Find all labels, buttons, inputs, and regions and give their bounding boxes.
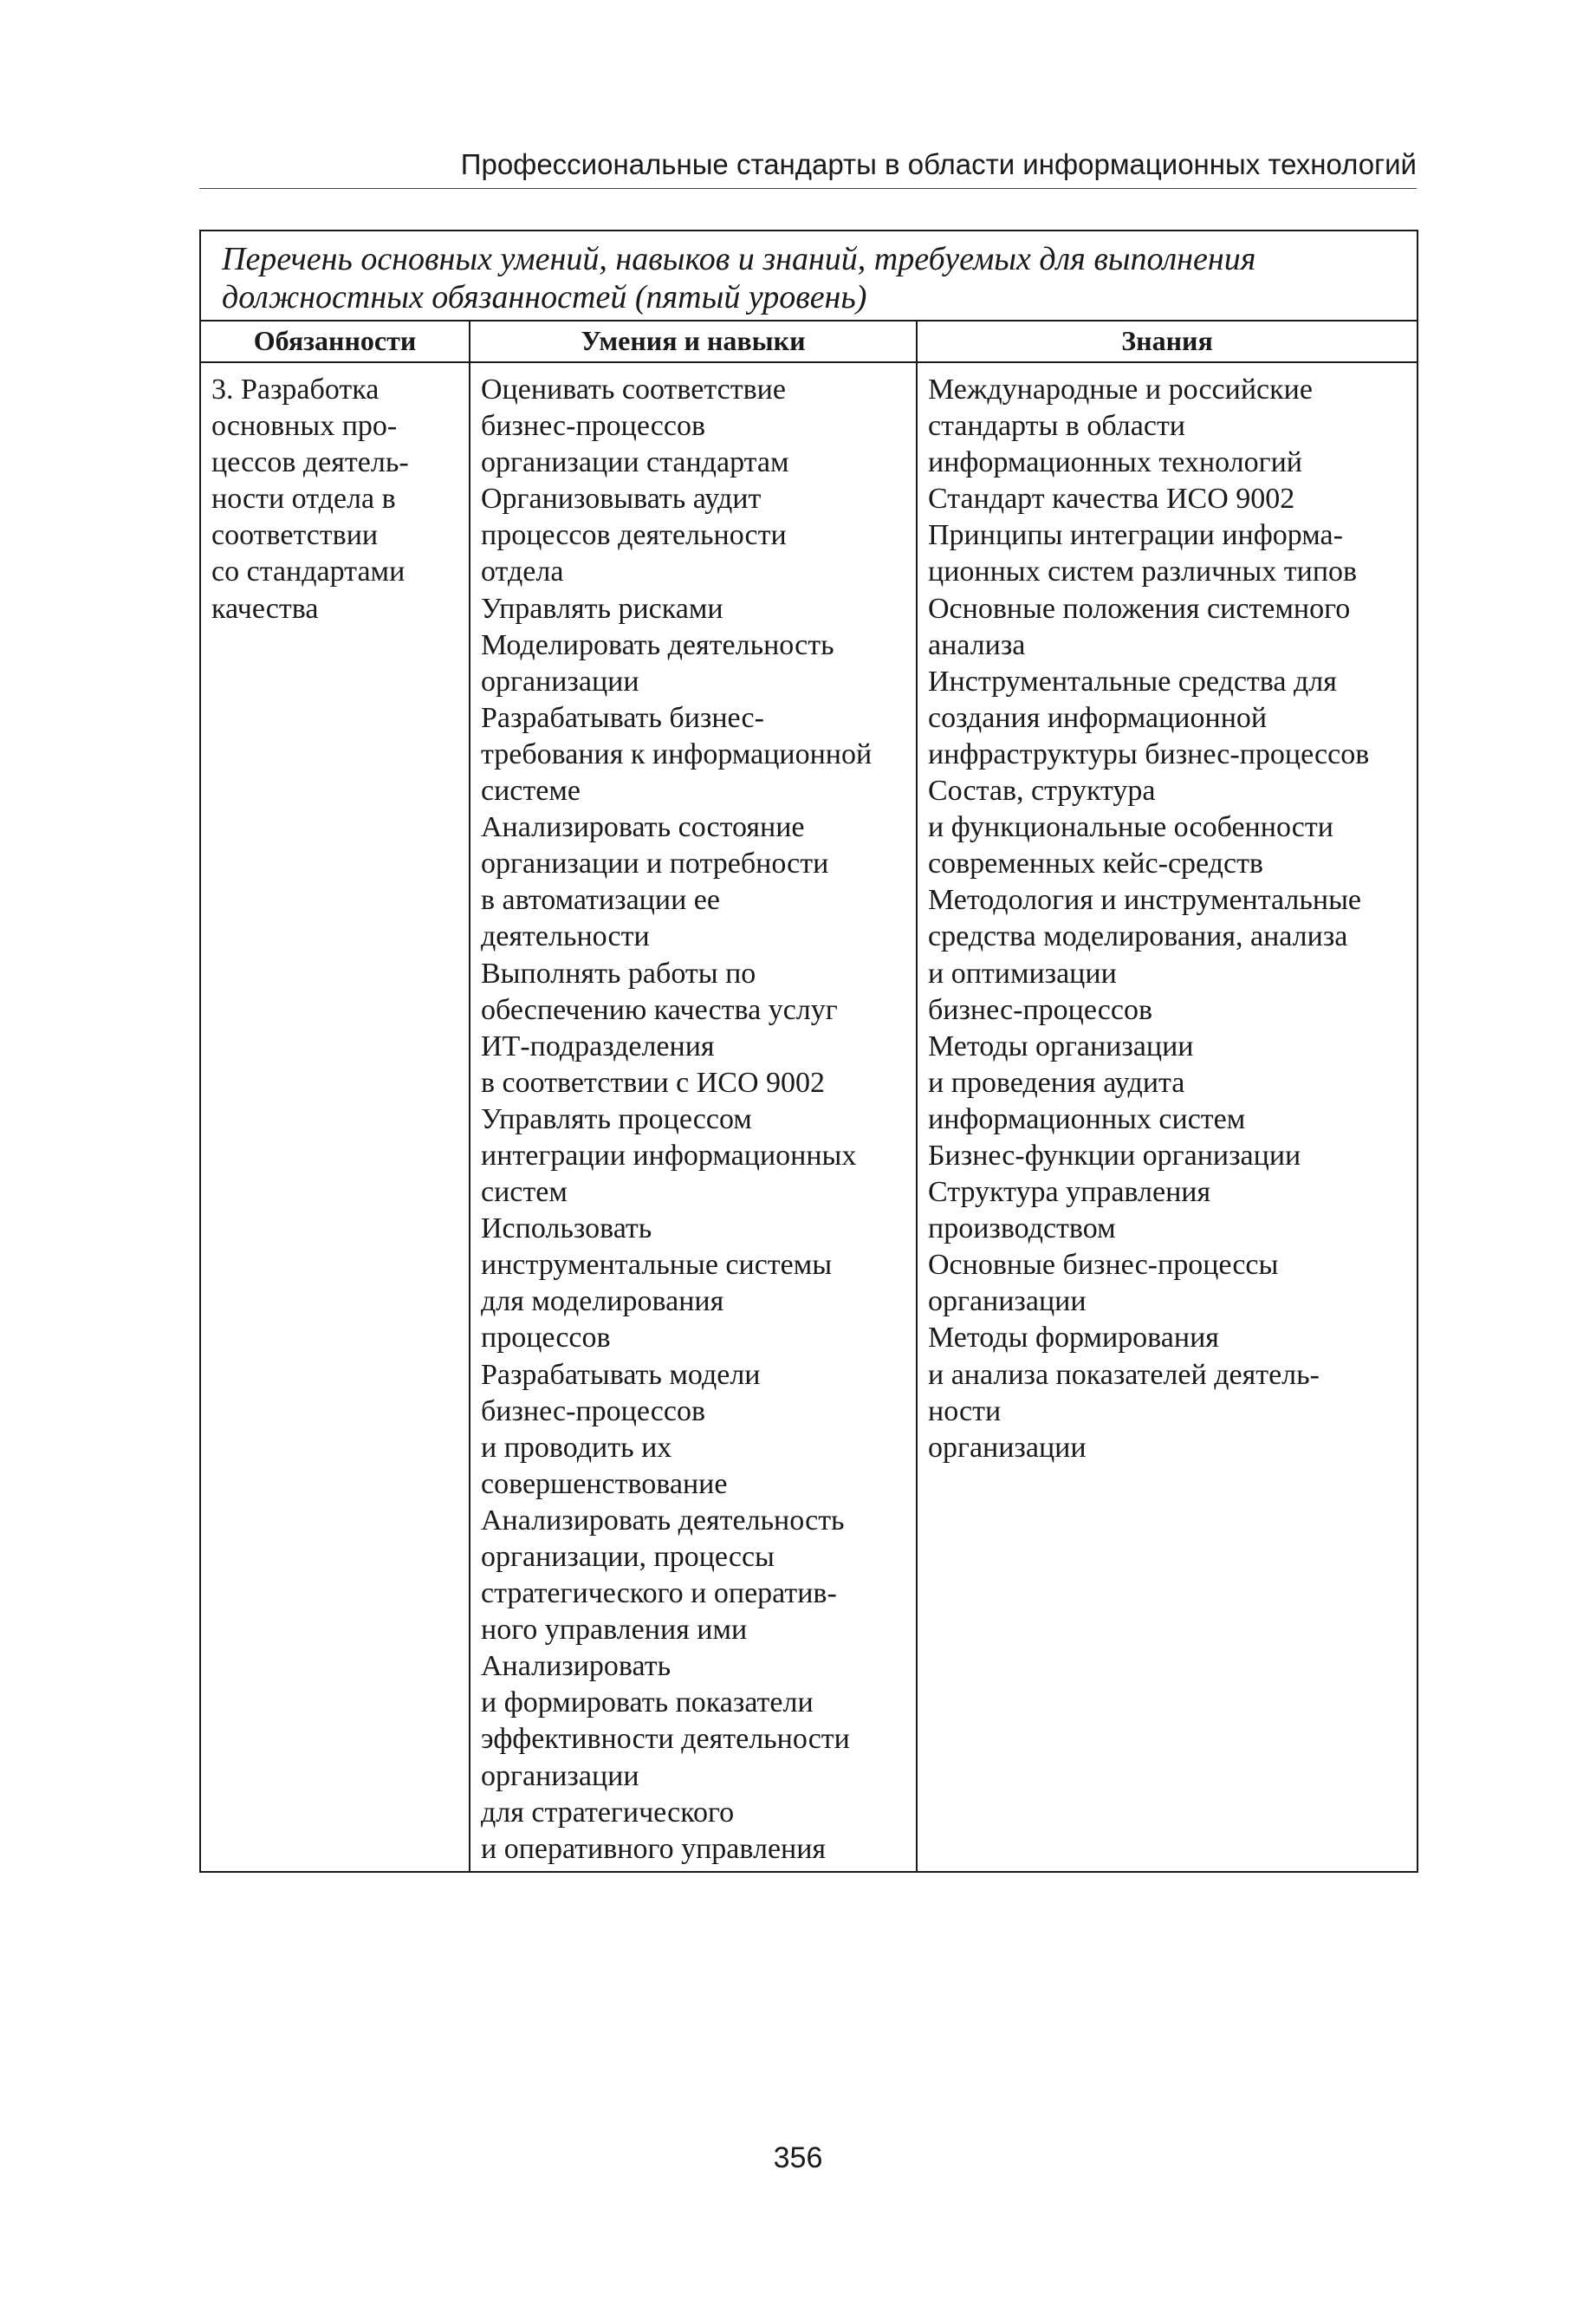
duties-cell	[200, 362, 470, 1872]
page-number: 356	[773, 2141, 823, 2174]
knowledge-line: Инструментальные средства для	[928, 665, 1337, 698]
knowledge-line: создания информационной	[928, 701, 1268, 734]
knowledge-line: средства моделирования, анализа	[928, 920, 1348, 953]
skills-cell	[470, 362, 917, 1872]
skills-line: интеграции информационных	[481, 1139, 857, 1172]
skills-line: отдела	[481, 556, 564, 588]
skills-line: Разрабатывать бизнес-	[481, 701, 764, 734]
knowledge-line: стандарты в области	[928, 410, 1186, 443]
skills-line: и формировать показатели	[481, 1686, 814, 1719]
duties-line: 3. Разработка	[211, 374, 380, 406]
knowledge-line: Методология и инструментальные	[928, 884, 1362, 917]
knowledge-line: Международные и российские	[928, 374, 1313, 406]
skills-line: бизнес-процессов	[481, 410, 706, 443]
knowledge-cell	[917, 362, 1418, 1872]
skills-line: Оценивать соответствие	[481, 374, 786, 406]
knowledge-line: Принципы интеграции информа-	[928, 519, 1343, 552]
table-caption	[200, 231, 1418, 321]
skills-line: совершенствование	[481, 1467, 728, 1500]
knowledge-line: анализа	[928, 628, 1026, 661]
skills-line: Организовывать аудит	[481, 483, 762, 516]
knowledge-line: ности	[928, 1394, 1002, 1427]
skills-line: Управлять процессом	[481, 1102, 752, 1135]
skills-line: организации и потребности	[481, 848, 829, 880]
knowledge-line: информационных технологий	[928, 446, 1302, 479]
skills-line: организации	[481, 665, 639, 698]
skills-line: ИТ-подразделения	[481, 1030, 715, 1062]
skills-line: Анализировать состояние	[481, 811, 805, 844]
header-rule	[199, 188, 1417, 189]
knowledge-line: Бизнес-функции организации	[928, 1139, 1301, 1172]
skills-line: деятельности	[481, 920, 650, 953]
running-header: Профессиональные стандарты в области информационных технологий	[460, 148, 1417, 180]
knowledge-line: и анализа показателей деятель-	[928, 1358, 1320, 1391]
skills-line: стратегического и оператив-	[481, 1577, 837, 1610]
skills-line: Анализировать деятельность	[481, 1504, 845, 1537]
knowledge-line: и проведения аудита	[928, 1066, 1185, 1099]
skills-line: обеспечению качества услуг	[481, 993, 838, 1026]
duties-line: основных про-	[211, 410, 398, 443]
knowledge-line: Состав, структура	[928, 775, 1156, 808]
skills-line: процессов	[481, 1322, 611, 1355]
skills-line: в соответствии с ИСО 9002	[481, 1066, 826, 1099]
knowledge-line: Методы формирования	[928, 1322, 1219, 1355]
duties-line: качества	[211, 592, 319, 625]
skills-table	[199, 230, 1418, 1873]
skills-line: организации, процессы	[481, 1541, 775, 1573]
knowledge-line: организации	[928, 1431, 1087, 1464]
skills-line: Анализировать	[481, 1650, 671, 1683]
knowledge-line: ционных систем различных типов	[928, 556, 1358, 588]
knowledge-line: Основные бизнес-процессы	[928, 1249, 1279, 1282]
knowledge-line: Основные положения системного	[928, 592, 1351, 625]
column-header-knowledge: Знания	[917, 321, 1418, 362]
knowledge-line: производством	[928, 1212, 1116, 1245]
table-row	[200, 362, 1418, 1872]
skills-line: ного управления ими	[481, 1614, 748, 1647]
skills-line: инструментальные системы	[481, 1249, 833, 1282]
skills-line: требования к информационной	[481, 737, 873, 770]
column-header-skills: Умения и навыки	[470, 321, 917, 362]
skills-line: организации	[481, 1759, 639, 1792]
knowledge-line: информационных систем	[928, 1102, 1246, 1135]
skills-line: систем	[481, 1176, 568, 1209]
skills-line: Разрабатывать модели	[481, 1358, 761, 1391]
knowledge-line: инфраструктуры бизнес-процессов	[928, 737, 1370, 770]
skills-line: для моделирования	[481, 1285, 724, 1318]
skills-line: и оперативного управления	[481, 1832, 827, 1865]
duties-line: со стандартами	[211, 556, 405, 588]
knowledge-line: и функциональные особенности	[928, 811, 1333, 844]
knowledge-line: современных кейс-средств	[928, 848, 1263, 880]
skills-line: бизнес-процессов	[481, 1394, 706, 1427]
knowledge-line: организации	[928, 1285, 1087, 1318]
column-header-duties: Обязанности	[200, 321, 470, 362]
skills-line: Использовать	[481, 1212, 652, 1245]
skills-line: эффективности деятельности	[481, 1723, 850, 1756]
skills-line: для стратегического	[481, 1796, 735, 1829]
knowledge-line: Стандарт качества ИСО 9002	[928, 483, 1295, 516]
duties-line: ности отдела в	[211, 483, 396, 516]
knowledge-line: Структура управления	[928, 1176, 1211, 1209]
skills-line: процессов деятельности	[481, 519, 787, 552]
skills-line: и проводить их	[481, 1431, 672, 1464]
skills-line: в автоматизации ее	[481, 884, 720, 917]
skills-line: организации стандартам	[481, 446, 789, 479]
caption-line: Перечень основных умений, навыков и знаний, требуемых для выполнения	[222, 241, 1256, 277]
duties-line: соответствии	[211, 519, 379, 552]
knowledge-line: Методы организации	[928, 1030, 1194, 1062]
header-row	[200, 321, 1418, 362]
caption-line: должностных обязанностей (пятый уровень)	[222, 279, 867, 315]
skills-line: системе	[481, 775, 581, 808]
skills-line: Управлять рисками	[481, 592, 723, 625]
skills-line: Моделировать деятельность	[481, 628, 834, 661]
knowledge-line: и оптимизации	[928, 957, 1117, 990]
duties-line: цессов деятель-	[211, 446, 409, 479]
caption-row	[200, 231, 1418, 321]
knowledge-line: бизнес-процессов	[928, 993, 1153, 1026]
skills-line: Выполнять работы по	[481, 957, 756, 990]
